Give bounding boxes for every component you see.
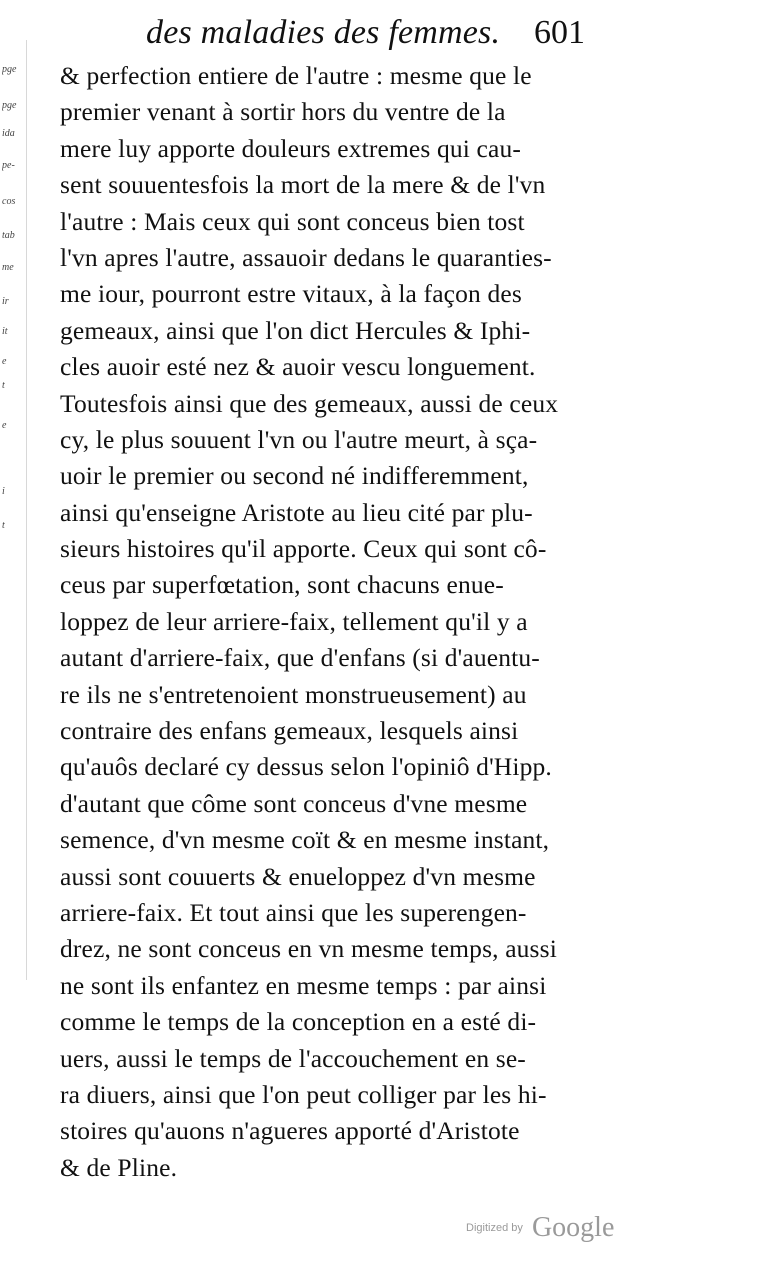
text-line: Toutesfois ainsi que des gemeaux, aussi de ceux [60,388,559,418]
margin-note: pge [2,64,17,75]
text-line: d'autant que côme sont conceus d'vne mesme [60,788,528,818]
text-line: me iour, pourront estre vitaux, à la façon des [60,279,522,309]
text-line: comme le temps de la conception en a esté di- [60,1007,537,1037]
margin-note: me [2,262,14,273]
text-line: & perfection entiere de l'autre : mesme que le [60,61,532,90]
text-line: drez, ne sont conceus en vn mesme temps, aussi [60,934,557,964]
margin-note: i [2,486,5,497]
text-line: autant d'arriere-faix, que d'enfans (si d'auentu- [60,643,540,673]
margin-note: e [2,356,7,367]
text-line: re ils ne s'entretenoient monstrueusement) au [60,679,527,709]
digitized-watermark [466,1212,614,1244]
margin-note: it [2,326,8,337]
text-line: mere luy apporte douleurs extremes qui cau- [60,133,522,163]
body-text [60,58,600,1186]
margin-note: t [2,520,5,531]
margin-note: e [2,420,7,431]
text-line: cy, le plus souuent l'vn ou l'autre meurt, à sça- [60,424,538,454]
text-line: sent souuentesfois la mort de la mere & de l'vn [60,170,546,200]
text-line: & de Pline. [60,1152,178,1182]
left-margin-gutter [0,40,27,980]
text-line: ra diuers, ainsi que l'on peut colliger par les hi- [60,1079,547,1109]
text-line: uers, aussi le temps de l'accouchement en se- [60,1043,526,1073]
running-head-title: des maladies des femmes. [146,14,501,51]
text-line: ne sont ils enfantez en mesme temps : par ainsi [60,970,547,1000]
margin-note: ida [2,128,15,139]
page-number: 601 [534,14,585,51]
text-line: contraire des enfans gemeaux, lesquels ainsi [60,716,519,746]
margin-note: ir [2,296,9,307]
text-line: premier venant à sortir hors du ventre de la [60,97,506,127]
text-line: loppez de leur arriere-faix, tellement qu'il y a [60,606,528,636]
margin-note: cos [2,196,16,207]
text-line: stoires qu'auons n'agueres apporté d'Aristote [60,1116,520,1146]
text-line: arriere-faix. Et tout ainsi que les superengen- [60,897,527,927]
watermark-prefix: Digitized by [466,1222,523,1234]
text-line: ceus par superfœtation, sont chacuns enue- [60,570,504,600]
text-line: sieurs histoires qu'il apporte. Ceux qui sont cô- [60,534,547,564]
text-line: l'autre : Mais ceux qui sont conceus bien tost [60,206,525,236]
google-logo: Google [531,1212,615,1243]
text-line: ainsi qu'enseigne Aristote au lieu cité par plu- [60,497,533,527]
text-line: aussi sont couuerts & enueloppez d'vn mesme [60,861,536,891]
margin-note: tab [2,230,15,241]
text-line: gemeaux, ainsi que l'on dict Hercules & Iphi- [60,315,531,345]
text-line: l'vn apres l'autre, assauoir dedans le quaranties- [60,242,552,272]
text-line: qu'auôs declaré cy dessus selon l'opiniô d'Hipp. [60,752,552,782]
margin-note: t [2,380,5,391]
text-line: uoir le premier ou second né indifferemment, [60,461,529,491]
text-line: cles auoir esté nez & auoir vescu longuement. [60,352,536,382]
margin-note: pge [2,100,17,111]
margin-note: pe- [2,160,15,171]
text-line: semence, d'vn mesme coït & en mesme instant, [60,825,550,855]
